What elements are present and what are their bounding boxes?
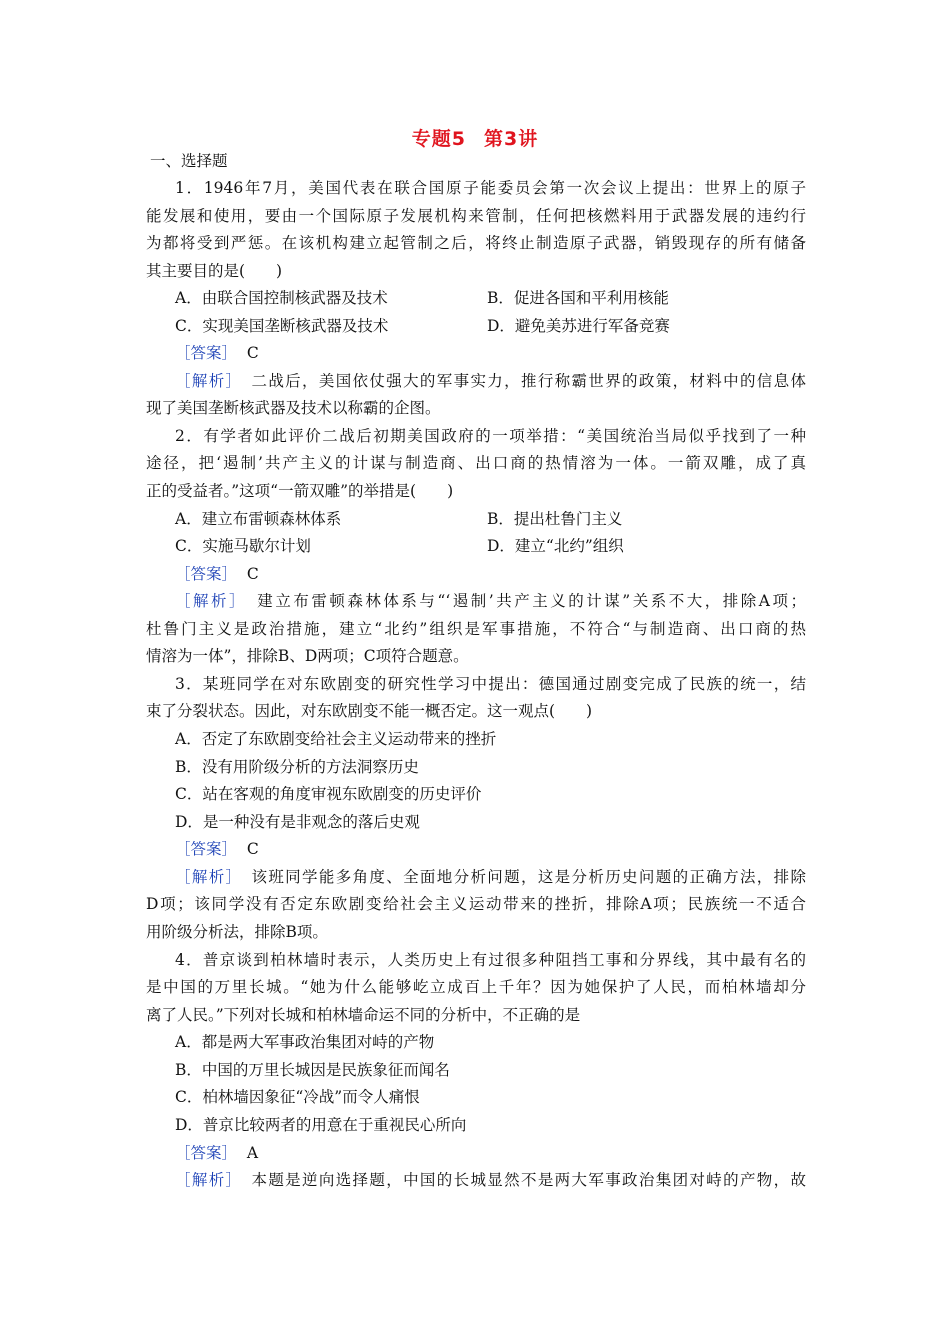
title-lecture: 第3讲 xyxy=(484,128,539,150)
analysis-tag: ［解析］ xyxy=(175,868,235,886)
q4-option-d: D．普京比较两者的用意在于重视民心所向 xyxy=(175,1116,467,1134)
q1-stem-line: 为都将受到严惩。在该机构建立起管制之后，将终止制造原子武器，销毁现存的所有储备 xyxy=(146,234,806,252)
q2-analysis-line: 情溶为一体”，排除B、D两项；C项符合题意。 xyxy=(146,647,469,665)
q4-stem-line: 是中国的万里长城。“她为什么能够屹立成百上千年？因为她保护了人民，而柏林墙却分 xyxy=(146,978,806,996)
q1-option-b: B．促进各国和平利用核能 xyxy=(487,289,669,307)
q4-answer xyxy=(175,1143,258,1163)
q2-analysis-line xyxy=(175,591,806,611)
answer-value: C xyxy=(246,344,259,362)
answer-value: A xyxy=(246,1144,259,1162)
answer-tag: ［答案］ xyxy=(175,1144,238,1162)
analysis-text: 二战后，美国依仗强大的军事实力，推行称霸世界的政策，材料中的信息体 xyxy=(234,372,806,390)
analysis-text: 建立布雷顿森林体系与“‘遏制’共产主义的计谋”关系不大，排除A项； xyxy=(239,592,806,610)
q2-answer xyxy=(175,564,259,584)
analysis-text: 该班同学能多角度、全面地分析问题，这是分析历史问题的正确方法，排除 xyxy=(234,868,806,886)
q2-stem-line: 正的受益者。”这项“一箭双雕”的举措是( ) xyxy=(146,482,454,500)
q1-analysis-line: 现了美国垄断核武器及技术以称霸的企图。 xyxy=(146,399,441,417)
q3-analysis-line xyxy=(175,867,806,887)
q4-option-c: C．柏林墙因象征“冷战”而令人痛恨 xyxy=(175,1088,420,1106)
q3-stem-line: 3．某班同学在对东欧剧变的研究性学习中提出：德国通过剧变完成了民族的统一，结 xyxy=(175,675,806,693)
q3-option-d: D．是一种没有是非观念的落后史观 xyxy=(175,813,420,831)
q2-option-b: B．提出杜鲁门主义 xyxy=(487,510,623,528)
q1-stem-line: 其主要目的是( ) xyxy=(146,262,283,280)
q4-stem-line: 4．普京谈到柏林墙时表示，人类历史上有过很多种阻挡工事和分界线，其中最有名的 xyxy=(175,951,806,969)
q4-option-b: B．中国的万里长城因是民族象征而闻名 xyxy=(175,1061,450,1079)
answer-tag: ［答案］ xyxy=(175,344,238,362)
q4-analysis-line xyxy=(175,1170,806,1190)
q1-option-a: A．由联合国控制核武器及技术 xyxy=(175,289,388,307)
q3-option-c: C．站在客观的角度审视东欧剧变的历史评价 xyxy=(175,785,482,803)
q2-stem-line: 途径，把‘遏制’共产主义的计谋与制造商、出口商的热情溶为一体。一箭双雕，成了真 xyxy=(146,454,806,472)
q4-stem-line: 离了人民。”下列对长城和柏林墙命运不同的分析中，不正确的是 xyxy=(146,1006,581,1024)
q1-analysis-line xyxy=(175,371,806,391)
q1-answer xyxy=(175,343,259,363)
q1-stem-line: 能发展和使用，要由一个国际原子发展机构来管制，任何把核燃料用于武器发展的违约行 xyxy=(146,207,806,225)
q4-option-a: A．都是两大军事政治集团对峙的产物 xyxy=(175,1033,435,1051)
q3-option-a: A．否定了东欧剧变给社会主义运动带来的挫折 xyxy=(175,730,497,748)
q3-answer xyxy=(175,839,259,859)
analysis-tag: ［解析］ xyxy=(175,592,240,610)
section-heading: 一、选择题 xyxy=(150,152,228,170)
q2-option-c: C．实施马歇尔计划 xyxy=(175,537,311,555)
q2-option-d: D．建立“北约”组织 xyxy=(487,537,624,555)
q2-stem-line: 2．有学者如此评价二战后初期美国政府的一项举措：“美国统治当局似乎找到了一种 xyxy=(175,427,806,445)
analysis-text: 本题是逆向选择题，中国的长城显然不是两大军事政治集团对峙的产物，故 xyxy=(234,1171,806,1189)
q1-stem-line: 1．1946年7月，美国代表在联合国原子能委员会第一次会议上提出：世界上的原子 xyxy=(175,179,806,197)
page-title xyxy=(0,124,950,151)
q2-option-a: A．建立布雷顿森林体系 xyxy=(175,510,342,528)
answer-value: C xyxy=(246,565,259,583)
q2-analysis-line: 杜鲁门主义是政治措施，建立“北约”组织是军事措施，不符合“与制造商、出口商的热 xyxy=(146,620,806,638)
q1-option-d: D．避免美苏进行军备竞赛 xyxy=(487,317,670,335)
q3-stem-line: 束了分裂状态。因此，对东欧剧变不能一概否定。这一观点( ) xyxy=(146,702,593,720)
q3-analysis-line: D项；该同学没有否定东欧剧变给社会主义运动带来的挫折，排除A项；民族统一不适合 xyxy=(146,895,806,913)
answer-tag: ［答案］ xyxy=(175,840,238,858)
analysis-tag: ［解析］ xyxy=(175,1171,235,1189)
q3-analysis-line: 用阶级分析法，排除B项。 xyxy=(146,923,328,941)
analysis-tag: ［解析］ xyxy=(175,372,235,390)
q1-option-c: C．实现美国垄断核武器及技术 xyxy=(175,317,389,335)
answer-tag: ［答案］ xyxy=(175,565,238,583)
answer-value: C xyxy=(246,840,259,858)
q3-option-b: B．没有用阶级分析的方法洞察历史 xyxy=(175,758,419,776)
title-topic: 专题5 xyxy=(411,128,466,150)
